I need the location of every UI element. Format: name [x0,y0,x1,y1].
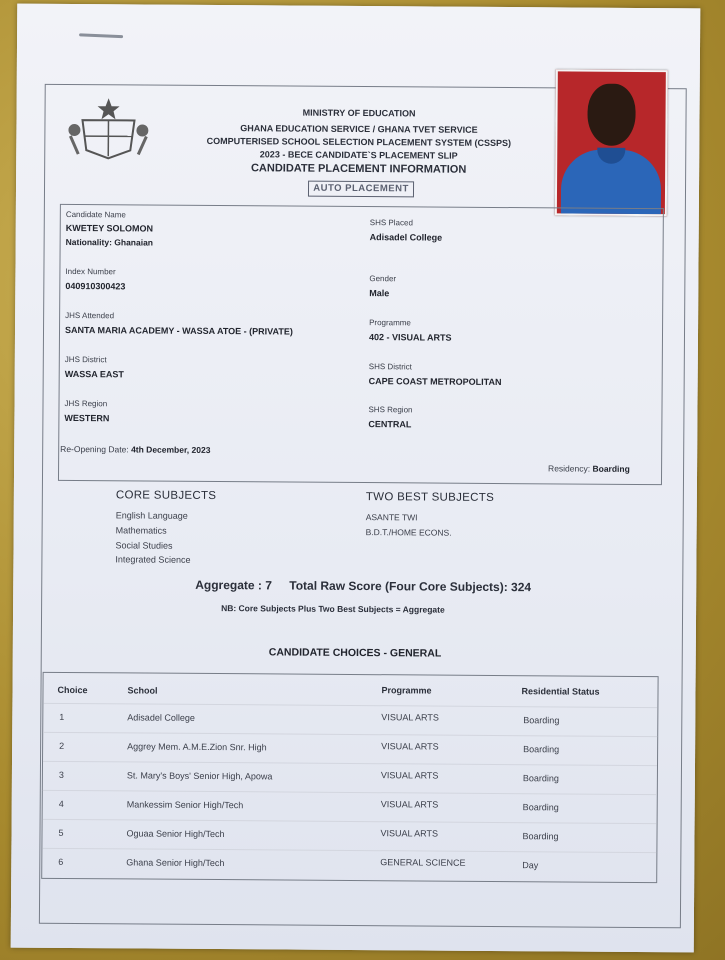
column-header-residential-status: Residential Status [521,686,600,697]
programme-name: VISUAL ARTS [380,799,439,810]
school-name: Mankessim Senior High/Tech [126,799,244,811]
placement-slip-sheet [11,4,701,953]
best-subjects-title: TWO BEST SUBJECTS [365,491,495,504]
aggregate-line [195,578,531,594]
school-name: St. Mary's Boys' Senior High, Apowa [126,770,273,782]
column-header-programme: Programme [381,685,432,696]
best-subject: B.D.T./HOME ECONS. [365,526,452,538]
core-subjects-title: CORE SUBJECTS [115,489,217,503]
choice-number: 6 [58,856,64,867]
reopening-date-label: Re-Opening Date: [60,443,129,455]
reopening-date [60,444,210,455]
jhs-attended-label: JHS Attended [65,310,115,321]
choice-number: 2 [59,740,65,751]
choice-number: 5 [58,827,64,838]
school-name: Oguaa Senior High/Tech [126,828,225,840]
shs-district: CAPE COAST METROPOLITAN [368,376,502,388]
residential-status: Boarding [522,831,559,842]
auto-placement-badge: AUTO PLACEMENT [308,181,414,198]
residential-status: Boarding [522,773,559,784]
candidate-name-label: Candidate Name [65,209,126,220]
reopening-date-value: 4th December, 2023 [131,444,211,455]
residential-status: Boarding [523,744,560,755]
jhs-region-label: JHS Region [64,398,108,409]
programme-name: GENERAL SCIENCE [380,857,466,868]
jhs-district-label: JHS District [64,354,107,365]
index-number: 040910300423 [65,280,126,292]
core-subject: English Language [115,510,188,521]
total-raw-score: Total Raw Score (Four Core Subjects): 324 [289,578,532,595]
programme-name: VISUAL ARTS [381,741,439,752]
gender: Male [369,288,390,299]
core-subjects-list [115,508,190,568]
school-name: Aggrey Mem. A.M.E.Zion Snr. High [127,741,267,753]
choice-number: 4 [58,798,64,809]
residency-label: Residency: [548,463,591,474]
column-header-choice: Choice [57,684,88,696]
shs-region-label: SHS Region [368,405,413,415]
candidate-photo [555,69,668,216]
jhs-district: WASSA EAST [64,368,124,380]
ministry-title: MINISTRY OF EDUCATION [302,107,416,119]
choice-number: 1 [59,711,65,722]
column-header-school: School [127,685,158,696]
service-title: GHANA EDUCATION SERVICE / GHANA TVET SERVICE [240,123,478,135]
core-subject: Integrated Science [115,554,191,566]
programme: 402 - VISUAL ARTS [368,332,452,343]
shs-district-label: SHS District [368,362,412,372]
ghana-coat-of-arms-icon [68,96,148,161]
programme-name: VISUAL ARTS [380,770,439,781]
best-subjects-list [366,510,452,540]
residential-status: Boarding [522,802,559,813]
programme-label: Programme [369,318,411,328]
aggregate: Aggregate : 7 [195,577,272,593]
school-name: Adisadel College [127,712,195,723]
jhs-attended: SANTA MARIA ACADEMY - WASSA ATOE - (PRIVATE) [64,324,293,337]
shs-region: CENTRAL [368,419,412,430]
residential-status: Day [522,860,539,871]
nationality: Nationality: Ghanaian [65,236,154,248]
school-name: Ghana Senior High/Tech [126,857,225,869]
core-subject: Mathematics [115,525,167,536]
system-title: COMPUTERISED SCHOOL SELECTION PLACEMENT SYSTEM (CSSPS) [206,135,512,149]
choices-table [41,672,658,883]
choice-number: 3 [58,769,64,780]
residential-status: Boarding [523,715,560,726]
residency-value: Boarding [592,463,630,474]
core-subject: Social Studies [115,539,173,551]
staple [79,33,123,38]
shs-placed: Adisadel College [369,232,443,243]
programme-name: VISUAL ARTS [380,828,439,839]
candidate-name: KWETEY SOLOMON [65,222,154,234]
programme-name: VISUAL ARTS [381,712,439,723]
candidate-choices-title: CANDIDATE CHOICES - GENERAL [268,646,442,660]
slip-title: 2023 - BECE CANDIDATE`S PLACEMENT SLIP [259,149,458,161]
index-number-label: Index Number [65,266,116,277]
shs-placed-label: SHS Placed [369,218,413,228]
table-row [42,848,656,882]
best-subject: ASANTE TWI [365,512,418,523]
page-title: CANDIDATE PLACEMENT INFORMATION [250,162,467,176]
gender-label: Gender [369,274,397,284]
residency [548,463,630,474]
jhs-region: WESTERN [64,412,110,424]
aggregate-note: NB: Core Subjects Plus Two Best Subjects = Aggregate [221,603,445,615]
